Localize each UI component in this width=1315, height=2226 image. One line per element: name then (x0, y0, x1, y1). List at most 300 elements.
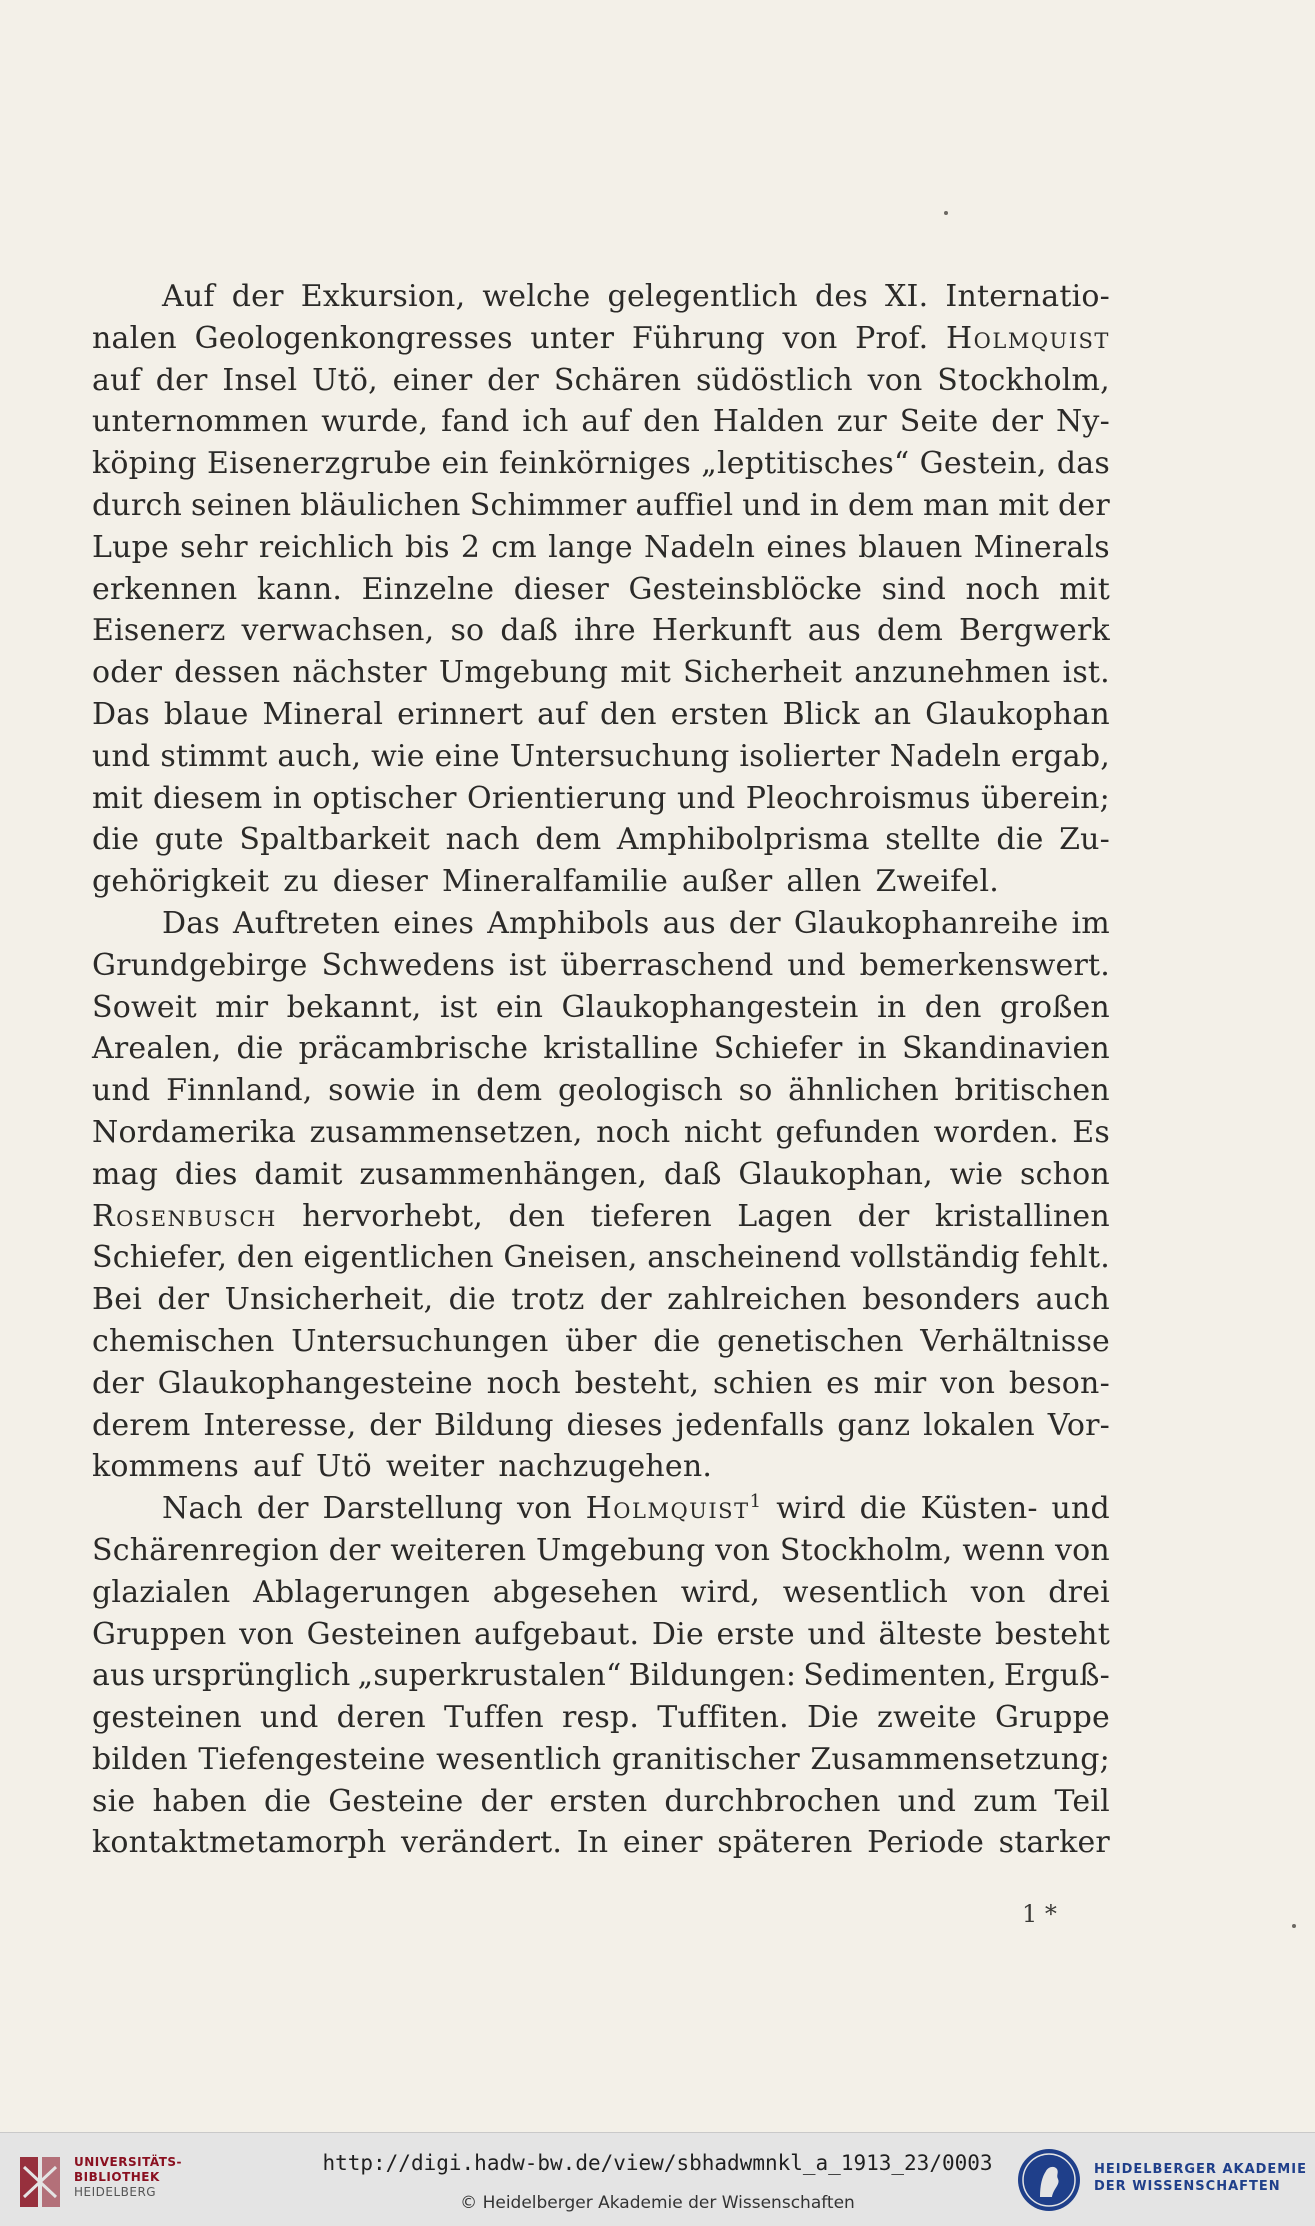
text-line (92, 1237, 1110, 1279)
word: Ablagerungen (253, 1574, 471, 1610)
word: haben (152, 1783, 247, 1819)
word: präcambrische (298, 1031, 529, 1067)
word: welche (482, 279, 591, 314)
word: verändert. (401, 1825, 563, 1861)
word: über (565, 1323, 637, 1359)
word: Halden (712, 404, 824, 440)
word: Die (651, 1616, 704, 1652)
word: aus (662, 905, 716, 941)
word: wenn (962, 1532, 1046, 1568)
word: Minerals (973, 529, 1110, 565)
word: das (1056, 446, 1110, 482)
speck (1292, 1924, 1296, 1928)
word: wie (371, 738, 425, 774)
word: überein; (980, 780, 1110, 816)
word: Schärenregion (92, 1532, 319, 1568)
word: blauen (858, 529, 963, 565)
word: Grundgebirge (92, 947, 308, 983)
word: und (897, 1783, 957, 1819)
speck (944, 211, 948, 215)
word: diesem (153, 780, 263, 816)
word: Herkunft (651, 613, 792, 649)
word: von (715, 1532, 771, 1568)
word: Arealen, (92, 1031, 222, 1067)
word: Lupe (92, 529, 170, 565)
word: feinkörniges (499, 446, 692, 482)
body-text (92, 276, 1110, 1864)
word: Finnland, (166, 1073, 313, 1109)
word: Schären (553, 362, 682, 398)
word: wird (776, 1491, 846, 1527)
text-line (92, 1405, 1110, 1447)
word: reichlich (258, 529, 394, 565)
word: durchbrochen (664, 1783, 881, 1819)
word: erinnert (397, 696, 524, 732)
word: Teil (1054, 1783, 1110, 1819)
word: ist (508, 947, 547, 983)
word: so (450, 613, 485, 649)
word: Bildung (433, 1407, 554, 1443)
word: Schwedens (321, 947, 496, 983)
word: damit (254, 1156, 343, 1192)
word: der (92, 1365, 144, 1401)
word: mir (873, 1365, 927, 1401)
word: eine (434, 738, 500, 774)
word: ich (522, 404, 569, 440)
word: Sedimenten, (803, 1658, 997, 1694)
word: Schimmer (469, 487, 627, 523)
word: cm (491, 529, 537, 565)
word: unter (530, 320, 615, 356)
word: und (807, 1616, 866, 1652)
word: bis (404, 529, 450, 565)
word: Insel (222, 362, 298, 398)
word: Tuffen (444, 1700, 544, 1736)
word: Bildungen: (628, 1658, 797, 1694)
word: Umgebung (536, 1532, 706, 1568)
word: der (991, 404, 1044, 440)
word: sowie (328, 1073, 416, 1109)
word: abgesehen (492, 1574, 659, 1610)
word: besteht (995, 1616, 1110, 1652)
word: auf (537, 696, 587, 732)
word: anscheinend (647, 1240, 842, 1276)
word: die (92, 822, 140, 858)
word: trotz (511, 1282, 585, 1318)
word: wesentlich (436, 1741, 602, 1777)
word: dessen (174, 655, 281, 691)
word: im (1071, 905, 1110, 941)
word: „leptitisches“ (701, 446, 910, 482)
text-line (92, 1781, 1110, 1823)
academy-name: HEIDELBERGER AKADEMIE DER WISSENSCHAFTEN (1094, 2162, 1307, 2194)
word: noch (486, 1365, 561, 1401)
word: Verhältnisse (920, 1323, 1110, 1359)
word: den (643, 404, 701, 440)
word: Eisenerz (92, 613, 226, 649)
word: vollständig (850, 1240, 1020, 1276)
word: kontaktmetamorph (92, 1825, 387, 1861)
word: erste (716, 1616, 795, 1652)
word: ein (495, 989, 544, 1025)
word: die (236, 1031, 284, 1067)
text-line (92, 1028, 1110, 1070)
word: drei (1048, 1574, 1110, 1610)
word: besteht, (574, 1365, 700, 1401)
word: südöstlich (696, 362, 853, 398)
word: den (236, 1240, 294, 1276)
word: ist. (1062, 655, 1110, 691)
word: von (940, 1365, 996, 1401)
word: der (328, 1532, 381, 1568)
word: Auftreten (233, 905, 381, 941)
text-line (92, 861, 1110, 903)
word: einer (622, 1825, 703, 1861)
word: granitischer (611, 1741, 800, 1777)
word: jedenfalls (675, 1407, 825, 1443)
word: bilden (92, 1741, 188, 1777)
word: unternommen (92, 404, 309, 440)
word: Zu- (1059, 822, 1110, 858)
word: auch (1035, 1282, 1110, 1318)
word: Gesteinsblöcke (628, 571, 863, 607)
word: Zusammensetzung; (810, 1741, 1110, 1777)
text-line (92, 1321, 1110, 1363)
text-line (92, 1822, 1110, 1864)
word: stellte (885, 822, 981, 858)
word: Exkursion, (300, 279, 466, 314)
text-line (92, 318, 1110, 360)
text-line (92, 527, 1110, 569)
word: von (782, 320, 838, 356)
word: derem (92, 1407, 191, 1443)
copyright-notice: © Heidelberger Akademie der Wissenschaften (460, 2193, 855, 2213)
word: Schiefer (713, 1031, 843, 1067)
word: Eisenerzgrube (206, 446, 432, 482)
text-line (92, 1572, 1110, 1614)
word: nach (445, 822, 520, 858)
word: nalen (92, 320, 177, 356)
word: und (742, 487, 801, 523)
word: und (1051, 1491, 1110, 1527)
word: dieses (566, 1407, 663, 1443)
word: Auf (162, 279, 215, 314)
word: Utö (315, 1449, 372, 1485)
word: in (272, 780, 303, 816)
university-library-name: UNIVERSITÄTS- BIBLIOTHEK HEIDELBERG (74, 2155, 183, 2199)
word: zahlreichen (667, 1282, 847, 1318)
word: mit (92, 780, 143, 816)
word: Amphibols (487, 905, 650, 941)
word: resp. (561, 1700, 640, 1736)
word: Pleochroismus (745, 780, 971, 816)
word: daß (500, 613, 559, 649)
word: der (256, 1491, 309, 1527)
word: chemischen (92, 1323, 275, 1359)
word: den (924, 989, 982, 1025)
word: und (676, 780, 736, 816)
word: erkennen (92, 571, 238, 607)
word: Gneisen, (503, 1240, 638, 1276)
word: Nadeln (643, 529, 756, 565)
word: Küsten- (920, 1491, 1038, 1527)
text-line (92, 360, 1110, 402)
word: Zweifel. (875, 864, 999, 900)
word: von (1055, 1532, 1110, 1568)
word: eines (766, 529, 848, 565)
word: Glaukophangestein (561, 989, 859, 1025)
word: in (809, 487, 840, 523)
word: den (508, 1198, 566, 1234)
word: Glaukophanreihe (793, 905, 1059, 941)
word: sie (92, 1783, 136, 1819)
word: beson- (1008, 1365, 1110, 1401)
word: mir (215, 989, 269, 1025)
viewer-footer (0, 2132, 1315, 2226)
text-line (92, 694, 1110, 736)
word: großen (1000, 989, 1110, 1025)
text-line (92, 569, 1110, 611)
word: bemerkenswert. (859, 947, 1110, 983)
word: wird, (680, 1574, 761, 1610)
text-line (92, 819, 1110, 861)
text-line (92, 1154, 1110, 1196)
word: Geologenkongresses (194, 320, 513, 356)
word: Schiefer, (92, 1240, 228, 1276)
text-line (92, 1655, 1110, 1697)
text-line (92, 276, 1110, 318)
word: Erguß- (1003, 1658, 1110, 1694)
word: Soweit (92, 989, 197, 1025)
word: Prof. (855, 320, 929, 356)
word: britischen (954, 1073, 1110, 1109)
word: dieser (332, 864, 429, 900)
word: gelegentlich (607, 279, 798, 314)
word: weiteren (390, 1532, 527, 1568)
word: dies (174, 1156, 238, 1192)
word: der (157, 1282, 210, 1318)
word: Untersuchungen (291, 1323, 549, 1359)
word: Blick (782, 696, 860, 732)
word: anzunehmen (854, 655, 1051, 691)
text-line (92, 610, 1110, 652)
text-line (92, 1739, 1110, 1781)
word: die (859, 1491, 907, 1527)
word: seinen (190, 487, 292, 523)
word: in (877, 989, 907, 1025)
word: von (239, 1616, 295, 1652)
text-line (92, 1530, 1110, 1572)
word: nachzugehen. (498, 1449, 713, 1485)
word: aus (807, 613, 861, 649)
word: Sicherheit (683, 655, 843, 691)
word: wesentlich (782, 1574, 949, 1610)
word: Bergwerk (959, 613, 1110, 649)
word: gefunden (775, 1114, 921, 1150)
word: dem (876, 613, 943, 649)
word: zum (973, 1783, 1038, 1819)
word: älteste (878, 1616, 983, 1652)
word: den (599, 696, 657, 732)
word: Gestein, (919, 446, 1047, 482)
word: auch, (277, 738, 362, 774)
word: der (369, 1407, 422, 1443)
word: Nach (162, 1491, 244, 1527)
text-line (92, 401, 1110, 443)
word: Das (92, 696, 150, 732)
word: es (826, 1365, 860, 1401)
word: fehlt. (1029, 1240, 1110, 1276)
word: Die (806, 1700, 859, 1736)
text-line (92, 1363, 1110, 1405)
text-line (92, 1697, 1110, 1739)
word: Ny- (1055, 404, 1110, 440)
word: die (264, 1783, 312, 1819)
word: allen (786, 864, 862, 900)
word: noch (596, 1114, 671, 1150)
word: von (867, 362, 923, 398)
word: genetischen (717, 1323, 904, 1359)
text-line (92, 1488, 1110, 1530)
word: schon (1020, 1156, 1110, 1192)
word: sind (881, 571, 946, 607)
word: eines (393, 905, 475, 941)
word: Utö, (312, 362, 378, 398)
word: mit (998, 487, 1049, 523)
word: kristalline (543, 1031, 699, 1067)
word: ursprünglich (152, 1658, 351, 1694)
word: tieferen (590, 1198, 712, 1234)
word: worden. (933, 1114, 1059, 1150)
word: ganz (837, 1407, 911, 1443)
word: Glaukophan, (738, 1156, 933, 1192)
word: und (92, 1073, 151, 1109)
word: auf (92, 362, 141, 398)
word: und (92, 738, 151, 774)
word: man (923, 487, 990, 523)
word: auf (581, 404, 631, 440)
word: blaue (163, 696, 249, 732)
word: optischer (312, 780, 457, 816)
word: hervorhebt, (302, 1198, 483, 1234)
word: dem (535, 822, 602, 858)
word: verwachsen, (241, 613, 435, 649)
word: Gesteine (328, 1783, 464, 1819)
word: Mineralfamilie (442, 864, 669, 900)
word: stimmt (160, 738, 268, 774)
permalink-url[interactable]: http://digi.hadw-bw.de/view/sbhadwmnkl_a_1913_23/0003 (322, 2151, 993, 2175)
word: bekannt, (286, 989, 422, 1025)
word: Internatio- (945, 279, 1110, 314)
word: Stockholm, (937, 362, 1110, 398)
text-line (92, 945, 1110, 987)
word: so (738, 1073, 773, 1109)
word: daß (663, 1156, 722, 1192)
word: Tuffiten. (657, 1700, 789, 1736)
word: ist (439, 989, 478, 1025)
word: Nordamerika (92, 1114, 297, 1150)
academy-seal-icon (1016, 2147, 1082, 2213)
word: Gruppe (994, 1700, 1110, 1736)
word: Amphibolprisma (616, 822, 870, 858)
word: gute (154, 822, 224, 858)
folio-signature: 1 * (1022, 1900, 1057, 1928)
word: Periode (867, 1825, 985, 1861)
word: Nadeln (889, 738, 1001, 774)
text-line (92, 736, 1110, 778)
word: der (599, 1282, 652, 1318)
word: der (487, 362, 540, 398)
text-line (92, 903, 1110, 945)
text-line (92, 987, 1110, 1029)
word: überraschend (560, 947, 774, 983)
word: zusammensetzen, (309, 1114, 583, 1150)
word: gehörigkeit (92, 864, 270, 900)
word: ergab, (1010, 738, 1110, 774)
word: Skandinavien (901, 1031, 1110, 1067)
word: schien (713, 1365, 813, 1401)
word: ersten (670, 696, 769, 732)
word: dem (848, 487, 915, 523)
word: auffiel (635, 487, 734, 523)
word: die (996, 822, 1044, 858)
word: zweite (877, 1700, 977, 1736)
word: eigentlichen (303, 1240, 494, 1276)
word: Gruppen (92, 1616, 227, 1652)
word: auf (253, 1449, 302, 1485)
word: noch (965, 571, 1040, 607)
word: Lagen (737, 1198, 833, 1234)
word: kommens (92, 1449, 240, 1485)
word: fand (441, 404, 510, 440)
word: geologisch (557, 1073, 723, 1109)
word: Führung (631, 320, 765, 356)
word: späteren (717, 1825, 853, 1861)
word: Rosenbusch (92, 1198, 277, 1234)
word: der (155, 362, 208, 398)
word: an (873, 696, 912, 732)
text-line (92, 1196, 1110, 1238)
word: deren (336, 1700, 426, 1736)
word: starker (998, 1825, 1110, 1861)
word: wurde, (321, 404, 429, 440)
word: einer (392, 362, 473, 398)
text-line (92, 652, 1110, 694)
word: Gesteinen (306, 1616, 462, 1652)
word: aufgebaut. (474, 1616, 640, 1652)
word: lange (548, 529, 633, 565)
word: Holmquist (946, 320, 1110, 356)
word: Es (1072, 1114, 1110, 1150)
text-line (92, 1279, 1110, 1321)
word: der (231, 279, 284, 314)
word: lokalen (923, 1407, 1035, 1443)
word: Seite (899, 404, 979, 440)
word: durch (92, 487, 182, 523)
word: sehr (180, 529, 248, 565)
word: Bei (92, 1282, 142, 1318)
word: von (970, 1574, 1026, 1610)
word: ihre (574, 613, 636, 649)
word: isolierter (739, 738, 880, 774)
word: 2 (460, 529, 481, 565)
word: Darstellung (322, 1491, 504, 1527)
text-line (92, 778, 1110, 820)
word: Einzelne (361, 571, 495, 607)
word: mit (620, 655, 671, 691)
word: dem (476, 1073, 543, 1109)
word: bläulichen (300, 487, 461, 523)
